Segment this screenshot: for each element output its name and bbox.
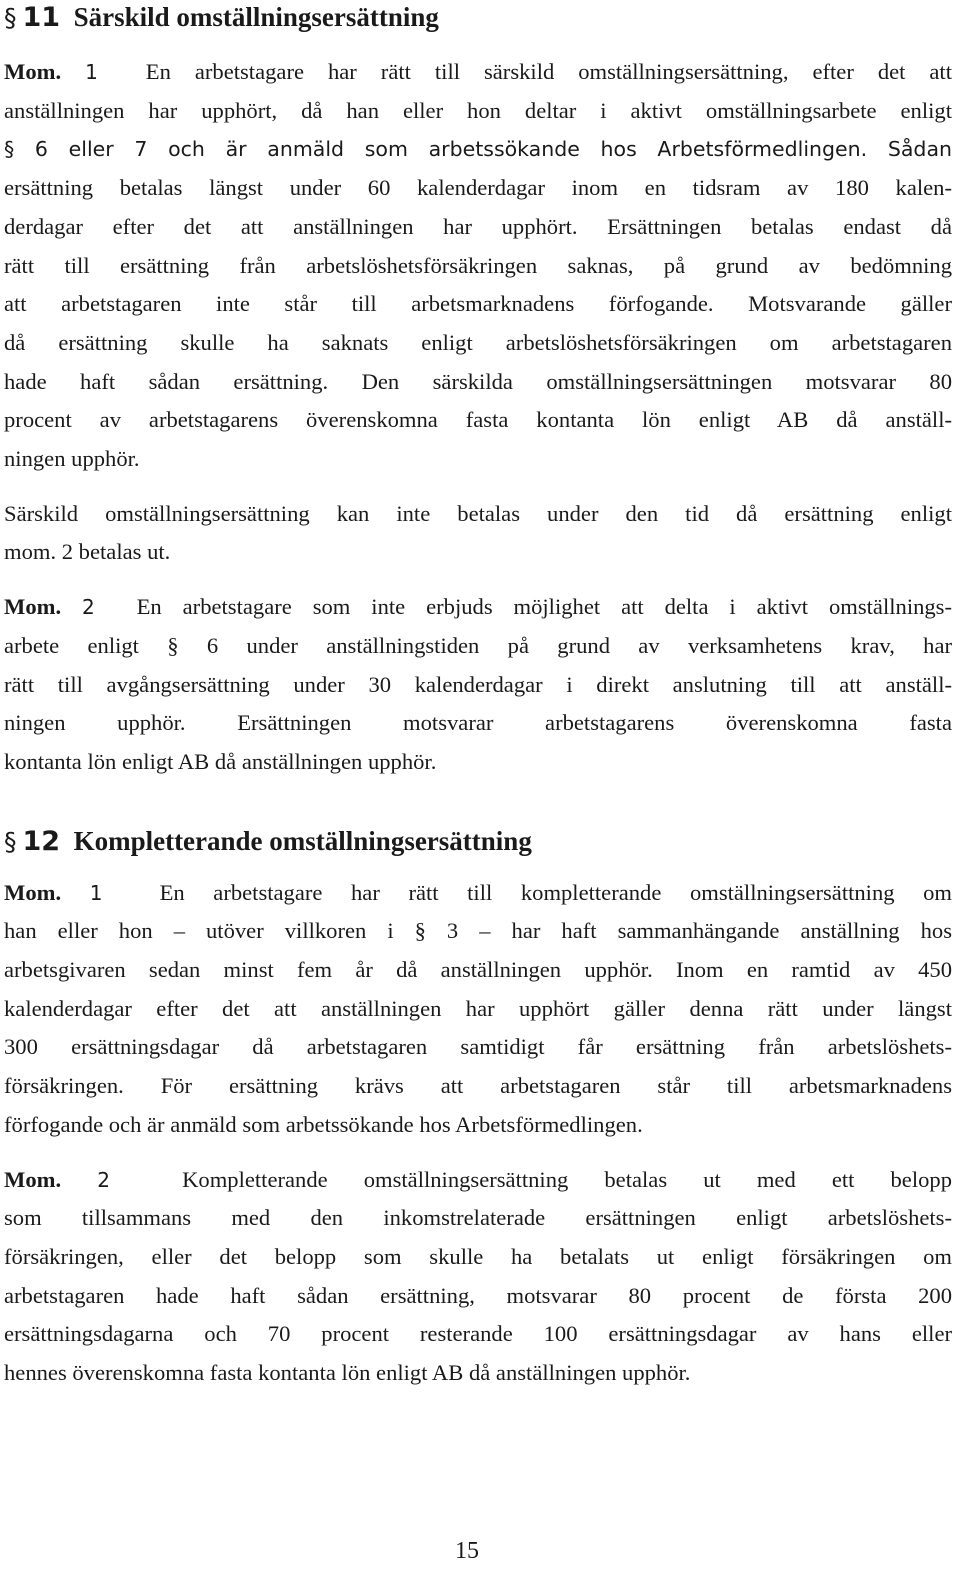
paragraph-line: försäkringen, eller det belopp som skulle ha betalats ut enligt försäkringen om — [4, 1243, 952, 1269]
section-sign: § — [4, 3, 17, 32]
paragraph-line: hennes överenskomna fasta kontanta lön enligt AB då anställningen upphör. — [4, 1360, 691, 1386]
section-12-heading — [4, 824, 952, 859]
paragraph-line: att arbetstagaren inte står till arbetsmarknadens förfogande. Motsvarande gäller — [4, 291, 952, 317]
page-number: 15 — [455, 1538, 479, 1564]
paragraph-line: då ersättning skulle ha saknats enligt arbetslöshetsförsäkringen om arbetstagaren — [4, 329, 952, 355]
section-11-mom-2 — [4, 588, 952, 782]
paragraph-line: arbete enligt § 6 under anställningstiden på grund av verksamhetens krav, har — [4, 632, 952, 658]
paragraph-line: ersättningsdagarna och 70 procent resterande 100 ersättningsdagar av hans eller — [4, 1321, 952, 1347]
paragraph-line: arbetsgivaren sedan minst fem år då anställningen upphör. Inom en ramtid av 450 — [4, 957, 952, 983]
paragraph-line: Mom. 2 Kompletterande omställningsersättning betalas ut med ett belopp — [4, 1166, 953, 1192]
paragraph-line: mom. 2 betalas ut. — [4, 539, 171, 565]
paragraph-line: Mom. 1 En arbetstagare har rätt till kompletterande omställningsersättning om — [4, 879, 953, 905]
section-title: Särskild omställningsersättning — [73, 2, 439, 32]
paragraph-line: Mom. 2 En arbetstagare som inte erbjuds möjlighet att delta i aktivt omställnings- — [4, 594, 953, 620]
mom-label: Mom. — [4, 1166, 62, 1192]
section-number: 11 — [22, 2, 61, 33]
paragraph-line: som tillsammans med den inkomstrelaterade ersättningen enligt arbetslöshets- — [4, 1205, 952, 1231]
paragraph-line: Mom. 1 En arbetstagare har rätt till särskild omställningsersättning, efter det att — [4, 59, 952, 84]
paragraph-line: arbetstagaren hade haft sådan ersättning, motsvarar 80 procent de första 200 — [4, 1282, 952, 1308]
mom-number: 2 — [82, 595, 95, 620]
mom-label: Mom. — [4, 879, 62, 905]
paragraph-line: procent av arbetstagarens överenskomna fasta kontanta lön enligt AB då anställ- — [4, 407, 952, 433]
section-12-mom-2 — [4, 1161, 952, 1393]
paragraph-line: rätt till avgångsersättning under 30 kalenderdagar i direkt anslutning till att anställ- — [4, 671, 952, 697]
section-title: Kompletterande omställningsersättning — [73, 825, 532, 856]
paragraph-line: hade haft sådan ersättning. Den särskilda omställningsersättningen motsvarar 80 — [4, 368, 952, 394]
paragraph-line: 300 ersättningsdagar då arbetstagaren samtidigt får ersättning från arbetslöshets- — [4, 1034, 952, 1060]
section-11-extra-paragraph — [4, 495, 952, 572]
section-number: 12 — [22, 825, 61, 857]
mom-number: 2 — [97, 1167, 110, 1192]
paragraph-line: han eller hon – utöver villkoren i § 3 – har haft sammanhängande anställning hos — [4, 918, 952, 944]
paragraph-line: förfogande och är anmäld som arbetssökande hos Arbetsförmedlingen. — [4, 1111, 643, 1137]
paragraph-line: kontanta lön enligt AB då anställningen upphör. — [4, 748, 437, 774]
paragraph-line: anställningen har upphört, då han eller hon deltar i aktivt omställningsarbete enligt — [4, 97, 952, 123]
section-12-mom-1 — [4, 874, 952, 1145]
paragraph-line: derdagar efter det att anställningen har upphört. Ersättningen betalas endast då — [4, 213, 952, 239]
mom-label: Mom. — [4, 594, 62, 620]
paragraph-line: kalenderdagar efter det att anställningen har upphört gäller denna rätt under längst — [4, 995, 952, 1021]
mom-number: 1 — [85, 60, 98, 84]
paragraph-line: § 6 eller 7 och är anmäld som arbetssökande hos Arbetsförmedlingen. Sådan — [4, 137, 952, 162]
paragraph-line: rätt till ersättning från arbetslöshetsförsäkringen saknas, på grund av bedömning — [4, 252, 952, 278]
paragraph-line: ningen upphör. — [4, 446, 140, 472]
mom-number: 1 — [89, 880, 103, 905]
paragraph-line: försäkringen. För ersättning krävs att arbetstagaren står till arbetsmarknadens — [4, 1073, 952, 1099]
document-content — [4, 0, 952, 1393]
paragraph-line: ningen upphör. Ersättningen motsvarar arbetstagarens överenskomna fasta — [4, 710, 952, 736]
section-sign: § — [4, 826, 17, 856]
mom-label: Mom. — [4, 59, 62, 84]
paragraph-line: ersättning betalas längst under 60 kalenderdagar inom en tidsram av 180 kalen- — [4, 175, 952, 201]
paragraph-line: Särskild omställningsersättning kan inte betalas under den tid då ersättning enligt — [4, 500, 952, 526]
section-11-heading — [4, 0, 952, 35]
section-11-mom-1 — [4, 53, 952, 479]
